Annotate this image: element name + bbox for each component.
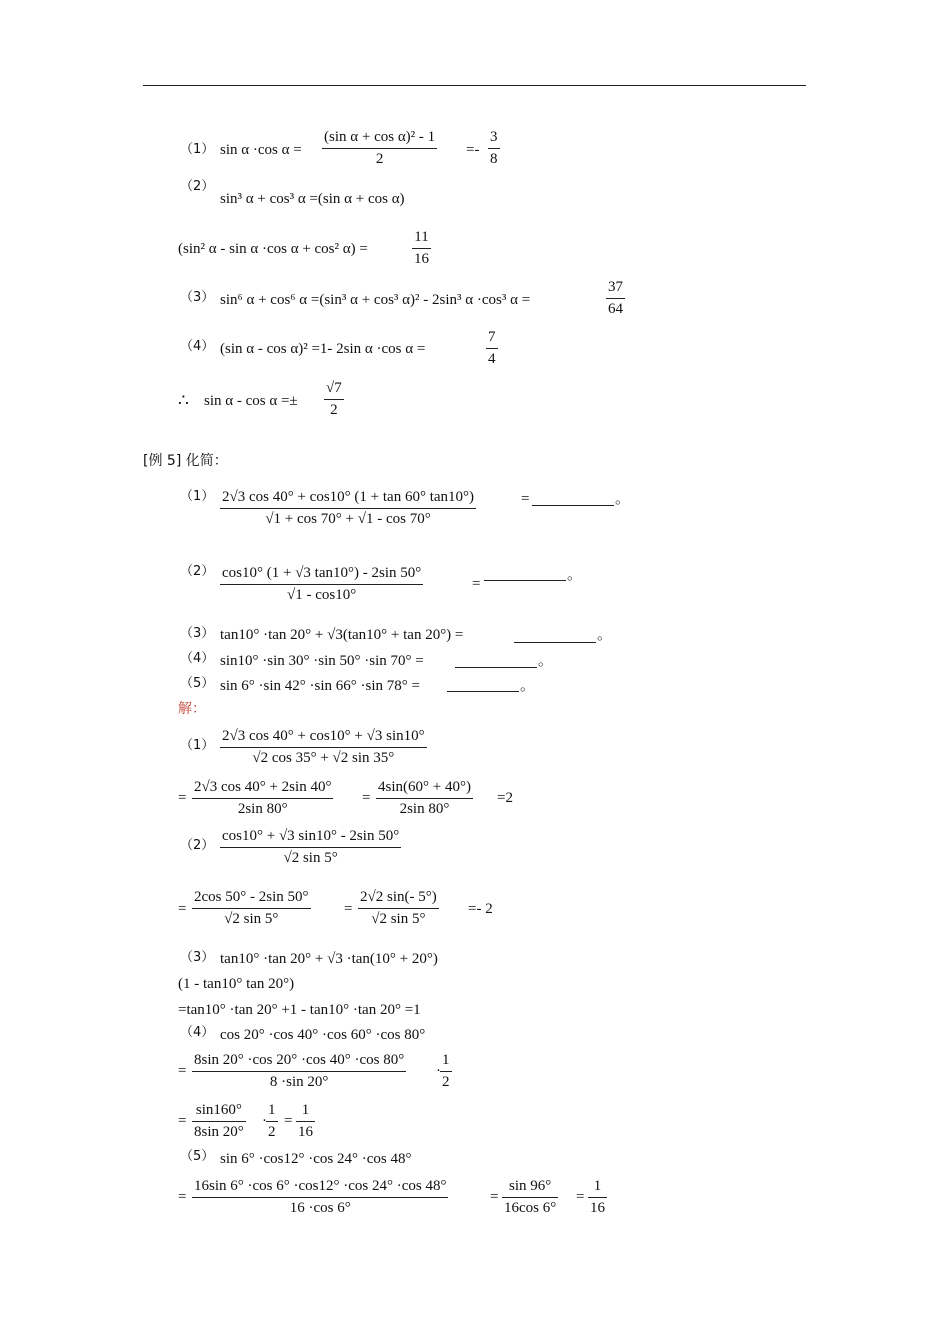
question1-eq: =: [521, 491, 530, 507]
question2-end: 。: [567, 567, 583, 583]
solution1-fraction: $\frac{2√3 \cos 40^\circ + \cos 10^\circ + √3 \sin 10^\circ}{√2 \cos 35^\circ + √2 \sin 35^\circ}$: [222, 728, 425, 766]
question2-fraction: $\frac{\cos 10^\circ (1 + √3 \tan 10^\circ) - 2\sin 50^\circ}{√1 - \cos 10^\circ}$: [222, 565, 422, 603]
item-label-4: （4）: [180, 339, 215, 354]
solution-label-2: （2）: [180, 838, 215, 853]
therefore-symbol: ∴: [178, 391, 189, 410]
line3-expr: (sin² α - sin α ·cos α + cos² α) =: [178, 241, 368, 257]
solution4c-result: $\frac{1}{16}$: [298, 1102, 313, 1140]
solution4b-fraction: $\frac{8\sin 20^\circ \cdot\cos 20^\circ \cdot\cos 40^\circ \cdot\cos 80^\circ}{8 \cdot\sin 20^\circ}$: [194, 1052, 405, 1090]
question2-eq: =: [472, 576, 481, 592]
item-label-2: （2）: [180, 179, 215, 194]
solution2b-result: =- 2: [468, 901, 493, 917]
header-rule: [143, 85, 806, 86]
solution1b-result: =2: [497, 790, 513, 806]
line5-expr: (sin α - cos α)² =1- 2sin α ·cos α =: [220, 341, 426, 357]
question-label-3: （3）: [180, 626, 215, 641]
solution4-expr: cos 20° ·cos 40° ·cos 60° ·cos 80°: [220, 1027, 426, 1043]
solution1b-eq1: =: [178, 790, 187, 806]
solution2b-eq2: =: [344, 901, 353, 917]
answer-blank-1[interactable]: [532, 504, 614, 506]
line1-left: sin α ·cos α =: [220, 142, 302, 158]
solution5b-eq: =: [178, 1189, 187, 1205]
answer-blank-5[interactable]: [447, 690, 519, 692]
solution5b-result: $\frac{1}{16}$: [590, 1178, 605, 1216]
question4-expr: sin10° ·sin 30° ·sin 50° ·sin 70° =: [220, 653, 424, 669]
question1-fraction: $\frac{2√3 \cos 40^\circ + \cos 10^\circ (1 + \tan 60^\circ \tan 10^\circ)}{√1 + \cos 70^\circ + √1 - \cos 70^\circ}$: [222, 489, 475, 527]
question-label-4: （4）: [180, 651, 215, 666]
solution1b-fraction2: $\frac{4\sin(60^\circ + 40^\circ)}{2\sin 80^\circ}$: [378, 779, 471, 817]
solution5-expr: sin 6° ·cos12° ·cos 24° ·cos 48°: [220, 1151, 412, 1167]
line1-result: $\frac{3}{8}$: [490, 129, 498, 167]
line1-fraction: $\frac{\text{(sin α + cos α)² - 1}}{2}$: [324, 129, 436, 167]
line5-result: $\frac{7}{4}$: [488, 329, 496, 367]
solution2b-fraction1: $\frac{2\cos 50^\circ - 2\sin 50^\circ}{√2 \sin 5^\circ}$: [194, 889, 309, 927]
question5-end: 。: [520, 678, 536, 694]
line6-result: $\frac{√7}{2}$: [326, 380, 342, 418]
line4-result: $\frac{37}{64}$: [608, 279, 623, 317]
item-label-1: （1）: [180, 142, 215, 157]
solution5b-fraction2: $\frac{\sin 96^\circ}{16\cos 6^\circ}$: [504, 1178, 557, 1216]
solution4c-half: $\frac{1}{2}$: [268, 1102, 276, 1140]
question-label-2: （2）: [180, 564, 215, 579]
solution4b-eq: =: [178, 1063, 187, 1079]
solution4c-dot: ·: [262, 1113, 267, 1129]
solution-heading: 解：: [178, 701, 206, 717]
solution4c-eq2: =: [284, 1113, 293, 1129]
answer-blank-2[interactable]: [484, 579, 566, 581]
solution-label-5: （5）: [180, 1149, 215, 1164]
question5-expr: sin 6° ·sin 42° ·sin 66° ·sin 78° =: [220, 678, 420, 694]
question-label-5: （5）: [180, 676, 215, 691]
solution2b-fraction2: $\frac{2√2 \sin(- 5^\circ)}{√2 \sin 5^\circ}$: [360, 889, 437, 927]
question4-end: 。: [538, 653, 554, 669]
line1-mid: =-: [466, 142, 480, 158]
solution4c-eq: =: [178, 1113, 187, 1129]
solution-label-1: （1）: [180, 738, 215, 753]
solution3-line2: (1 - tan10° tan 20°): [178, 976, 295, 992]
question1-end: 。: [615, 491, 631, 507]
line3-result: $\frac{11}{16}$: [414, 229, 429, 267]
line4-expr: sin⁶ α + cos⁶ α =(sin³ α + cos³ α)² - 2sin³ α ·cos³ α =: [220, 292, 531, 308]
solution-label-4: （4）: [180, 1025, 215, 1040]
question3-expr: tan10° ·tan 20° + √3(tan10° + tan 20°) =: [220, 627, 464, 643]
solution5b-eq3: =: [576, 1189, 585, 1205]
solution4b-dot: ·: [436, 1063, 441, 1079]
question3-end: 。: [597, 627, 613, 643]
solution4c-fraction: $\frac{\sin 160^\circ}{8\sin 20^\circ}$: [194, 1102, 244, 1140]
solution-label-3: （3）: [180, 950, 215, 965]
solution5b-eq2: =: [490, 1189, 499, 1205]
example5-heading: [例 5] 化简：: [143, 453, 228, 469]
line6-expr: sin α - cos α =±: [204, 393, 298, 409]
solution1b-eq2: =: [362, 790, 371, 806]
line2-expr: sin³ α + cos³ α =(sin α + cos α): [220, 191, 405, 207]
solution1b-fraction1: $\frac{2√3 \cos 40^\circ + 2\sin 40^\circ}{2\sin 80^\circ}$: [194, 779, 332, 817]
solution4b-half: $\frac{1}{2}$: [442, 1052, 450, 1090]
question-label-1: （1）: [180, 489, 215, 504]
solution3-expr: tan10° ·tan 20° + √3 ·tan(10° + 20°): [220, 951, 438, 967]
item-label-3: （3）: [180, 290, 215, 305]
solution2b-eq1: =: [178, 901, 187, 917]
solution5b-fraction: $\frac{16\sin 6^\circ \cdot\cos 6^\circ \cdot\cos 12^\circ \cdot\cos 24^\circ \cdot\cos 48^\circ}{16 \cdot\cos 6^\circ}$: [194, 1178, 447, 1216]
answer-blank-3[interactable]: [514, 641, 596, 643]
solution2-fraction: $\frac{\cos 10^\circ + √3 \sin 10^\circ - 2\sin 50^\circ}{√2 \sin 5^\circ}$: [222, 828, 400, 866]
answer-blank-4[interactable]: [455, 666, 537, 668]
solution3-line3: =tan10° ·tan 20° +1 - tan10° ·tan 20° =1: [178, 1002, 421, 1018]
